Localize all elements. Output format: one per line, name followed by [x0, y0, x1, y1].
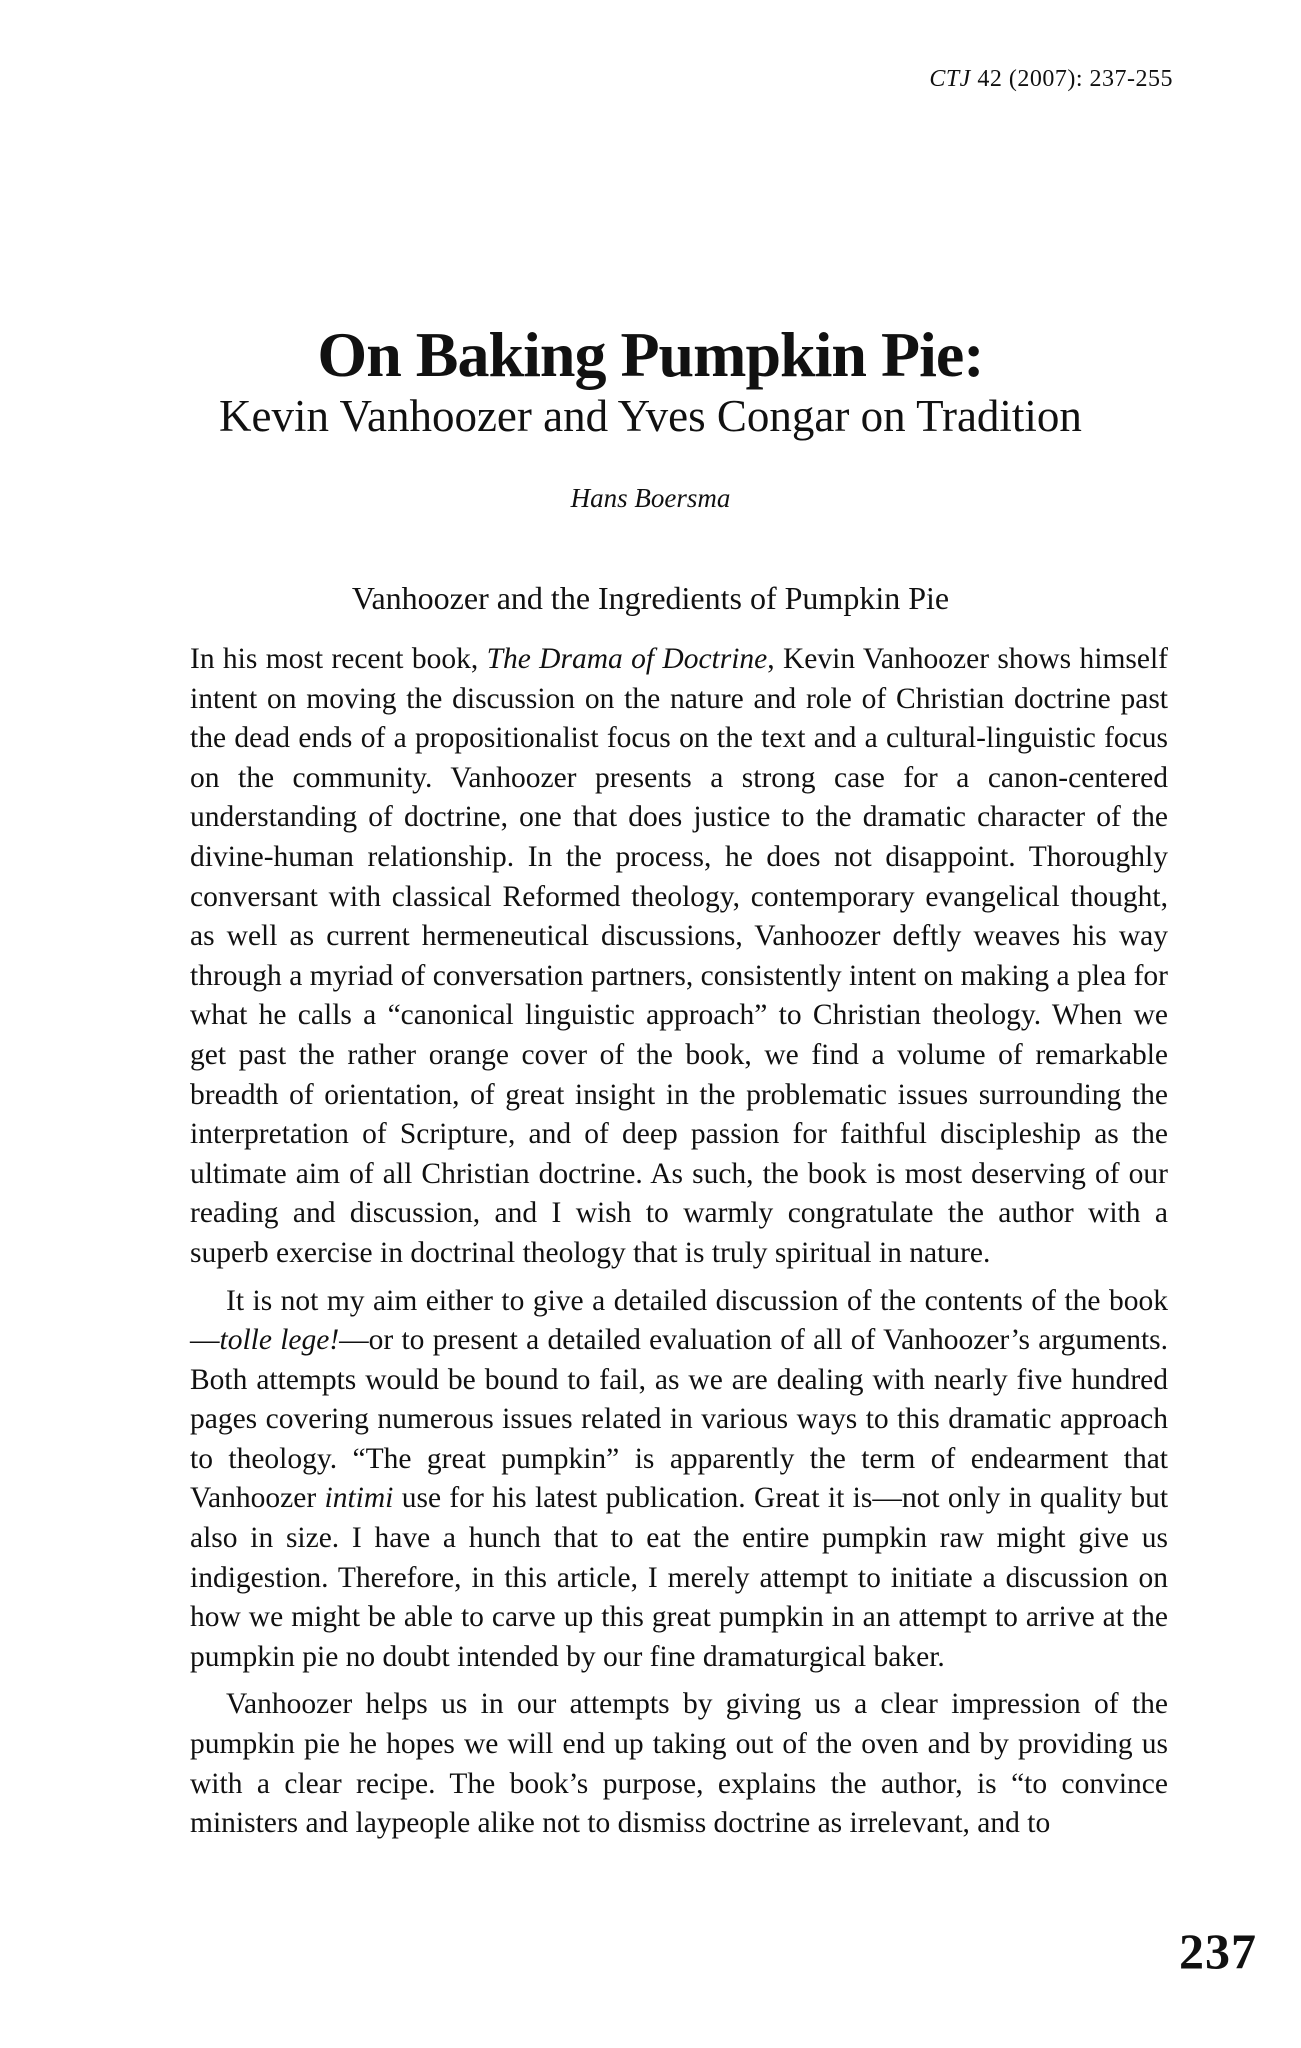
journal-abbreviation: CTJ [929, 66, 971, 92]
paragraph-1-lead: In his most recent book, [190, 643, 487, 675]
article-subtitle: Kevin Vanhoozer and Yves Congar on Tradition [219, 391, 1082, 441]
article-title: On Baking Pumpkin Pie: [317, 319, 984, 390]
paragraph-2-lead: It is not my aim either to give a detailed discussion of the contents of the book— [190, 1284, 1168, 1357]
book-title: The Drama of Doctrine [486, 643, 768, 675]
latin-intimi: intimi [324, 1482, 394, 1515]
citation-details: 42 (2007): 237-255 [970, 66, 1173, 92]
running-head [929, 66, 1173, 93]
paragraph-3: Vanhoozer helps us in our attempts by giving us a clear impression of the pumpkin pie he hopes we will end up taking out of the oven and by providing us with a clear recipe. The book’s purpose, explains the author, is “to convince ministers and laypeople alike not to dismiss doctrine as irrelevant, and to [190, 1688, 1168, 1840]
latin-phrase: tolle lege! [219, 1324, 340, 1357]
paragraph-2 [190, 1282, 1168, 1678]
article-body [190, 640, 1168, 1844]
paragraph-2-rest: use for his latest publication. Great it is—not only in quality but also in size. I have a hunch that to eat the entire pumpkin raw might give us indigestion. Therefore, in this article, I merely attempt to initiate a discussion on how we might be able to carve up this great pumpkin in an attempt to arrive at the pumpkin pie no doubt intended by our fine dramaturgical baker. [190, 1482, 1169, 1673]
paragraph-2-middle: —or to present a detailed evaluation of all of Vanhoozer’s arguments. Both attempts would be bound to fail, as we are dealing with nearly five hundred pages covering numerous issues related in various ways to this dramatic approach to theology. “The great pumpkin” is apparently the term of endearment that Vanhoozer [190, 1324, 1168, 1515]
author-name: Hans Boersma [570, 483, 731, 513]
paragraph-1-rest: , Kevin Vanhoozer shows himself intent on moving the discussion on the nature and role of Christian doctrine past the dead ends of a propositionalist focus on the text and a cultural-linguistic focus on the community. Vanhoozer presents a strong case for a canon-centered understanding of doctrine, one that does justice to the dramatic character of the divine-human relationship. In the process, he does not disappoint. Thoroughly conversant with classical Reformed theology, contemporary evangelical thought, as well as current hermeneutical discussions, Vanhoozer deftly weaves his way through a myriad of conversation partners, consistently intent on making a plea for what he calls a “canonical linguistic approach” to Christian theology. When we get past the rather orange cover of the book, we find a volume of remarkable breadth of orientation, of great insight in the problematic issues surrounding the interpretation of Scripture, and of deep passion for faithful discipleship as the ultimate aim of all Christian doctrine. As such, the book is most deserving of our reading and discussion, and I wish to warmly congratulate the author with a superb exercise in doctrinal theology that is truly spiritual in nature. [190, 643, 1168, 1269]
section-heading: Vanhoozer and the Ingredients of Pumpkin Pie [351, 580, 950, 616]
page-number: 237 [1179, 1923, 1257, 1979]
paragraph-1 [190, 640, 1168, 1274]
